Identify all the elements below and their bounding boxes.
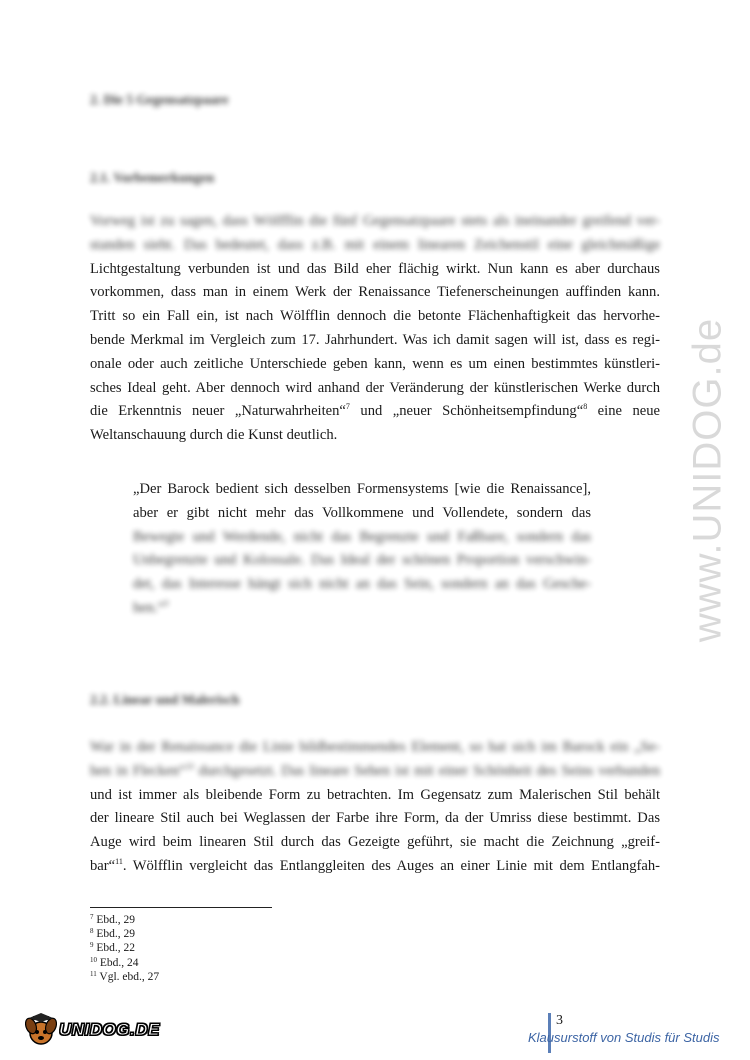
footnote-number: 10 [90,955,97,964]
section-heading-2-1: 2.1. Vorbemerkungen [90,170,215,185]
footnote-ref-8: 8 [583,402,588,412]
footnote-ref-9: 9 [164,598,169,608]
paragraph-vorbemerkungen [90,210,660,448]
text-line: Tritt so ein Fall ein, ist nach Wölfflin dennoch die betonte Flächenhaftigkeit das hervorhe- [90,308,660,325]
footnote [90,913,159,927]
footnote-number: 7 [90,913,94,921]
text-fragment: die Erkenntnis neuer „Naturwahrheiten“ [90,403,346,420]
text-fragment: hen in Flecken“ [90,762,186,779]
text-line [90,400,660,424]
footnote-number: 11 [90,969,97,978]
paragraph-linear-malerisch [90,736,660,879]
footer-tagline: Klausurstoff von Studis für Studis [528,1030,720,1045]
footnote-number: 8 [90,927,94,936]
footnote-text: Ebd., 29 [93,928,136,941]
logo-text: UNIDOG.DE [59,1020,160,1039]
footnote [90,941,159,955]
text-fragment: durchgesetzt. Das lineare Sehen ist mit einer Schönheit des Seins verbunden [193,762,660,779]
text-fragment: hen.“ [133,599,165,616]
text-line: vorkommen, dass man in einem Werk der Renaissance Tiefenerscheinungen auffinden kann. [90,284,660,301]
text-fragment: . Wölfflin vergleicht das Entlanggleiten des Auges an einer Linie mit dem Entlangfah- [122,857,660,874]
text-fragment: bar“ [90,857,116,874]
text-line: und ist immer als bleibende Form zu betrachten. Im Gegensatz zum Malerischen Stil behält [90,786,660,803]
footnote-text: Vgl. ebd., 27 [96,970,160,983]
footnote [90,927,159,941]
text-line: Lichtgestaltung verbunden ist und das Bild eher flächig wirkt. Nun kann es aber durchaus [90,260,660,277]
footnote-ref-7: 7 [345,402,350,412]
quote-line: det, das Interesse hängt sich nicht an das Sein, sondern an das Gesche- [133,576,591,593]
text-line [90,760,660,784]
quote-line: Bewegte und Werdende, nicht das Begrenzte und Faßbare, sondern das [133,528,591,545]
footnote-number: 9 [90,941,94,950]
block-quote [133,478,591,621]
text-fragment: und „neuer Schönheitsempfindung“ [349,403,584,420]
page-number: 3 [556,1013,563,1028]
quote-line: „Der Barock bedient sich desselben Formensystems [wie die Renaissance], [133,481,591,497]
text-line: Auge wird beim linearen Stil durch das Gezeigte geführt, sie macht die Zeichnung „greif- [90,834,660,851]
quote-line [133,597,591,621]
text-line: Vorweg ist zu sagen, dass Wölfflin die fünf Gegensatzpaare stets als ineinander greifend ver- [90,213,660,229]
text-line [90,855,660,879]
footnote [90,956,159,970]
footnote-separator [90,907,272,908]
section-heading-2: 2. Die 5 Gegensatzpaare [90,92,229,107]
footnote-ref-11: 11 [115,856,123,866]
dog-icon [25,1013,57,1047]
text-fragment: eine neue [587,403,660,420]
footnote-text: Ebd., 29 [93,914,136,926]
footnote-text: Ebd., 22 [93,942,136,955]
footnote-text: Ebd., 24 [97,956,139,969]
text-line: sches Ideal geht. Aber dennoch wird anhand der Veränderung der künstlerischen Werke durch [90,379,660,396]
footnote [90,970,159,984]
text-line: standen sieht. Das bedeutet, dass z.B. mit einem linearen Zeichenstil eine gleichmäßige [90,236,660,253]
quote-line: Unbegrenzte und Kolossale. Das Ideal der schönen Proportion verschwin- [133,552,591,569]
text-line: der lineare Stil auch bei Weglassen der Farbe ihre Form, da der Umriss diese bestimmt. Das [90,810,660,827]
watermark: www.UNIDOG.de [685,317,730,643]
text-line: Weltanschauung durch die Kunst deutlich. [90,427,338,444]
quote-line: aber er gibt nicht mehr das Vollkommene und Vollendete, sondern das [133,504,591,521]
text-line: onale oder auch zeitliche Unterschiede geben kann, wenn es um einen bestimmtes künstleri- [90,355,660,372]
unidog-logo [25,1010,160,1050]
footnotes [90,913,159,984]
text-line: War in der Renaissance die Linie bildbestimmendes Element, so hat sich im Barock ein „Se- [90,739,660,755]
footnote-ref-10: 10 [185,761,194,771]
section-heading-2-2: 2.2. Linear und Malerisch [90,692,240,707]
text-line: bende Merkmal im Vergleich zum 17. Jahrhundert. Was ich damit sagen will ist, dass es regi- [90,331,660,348]
